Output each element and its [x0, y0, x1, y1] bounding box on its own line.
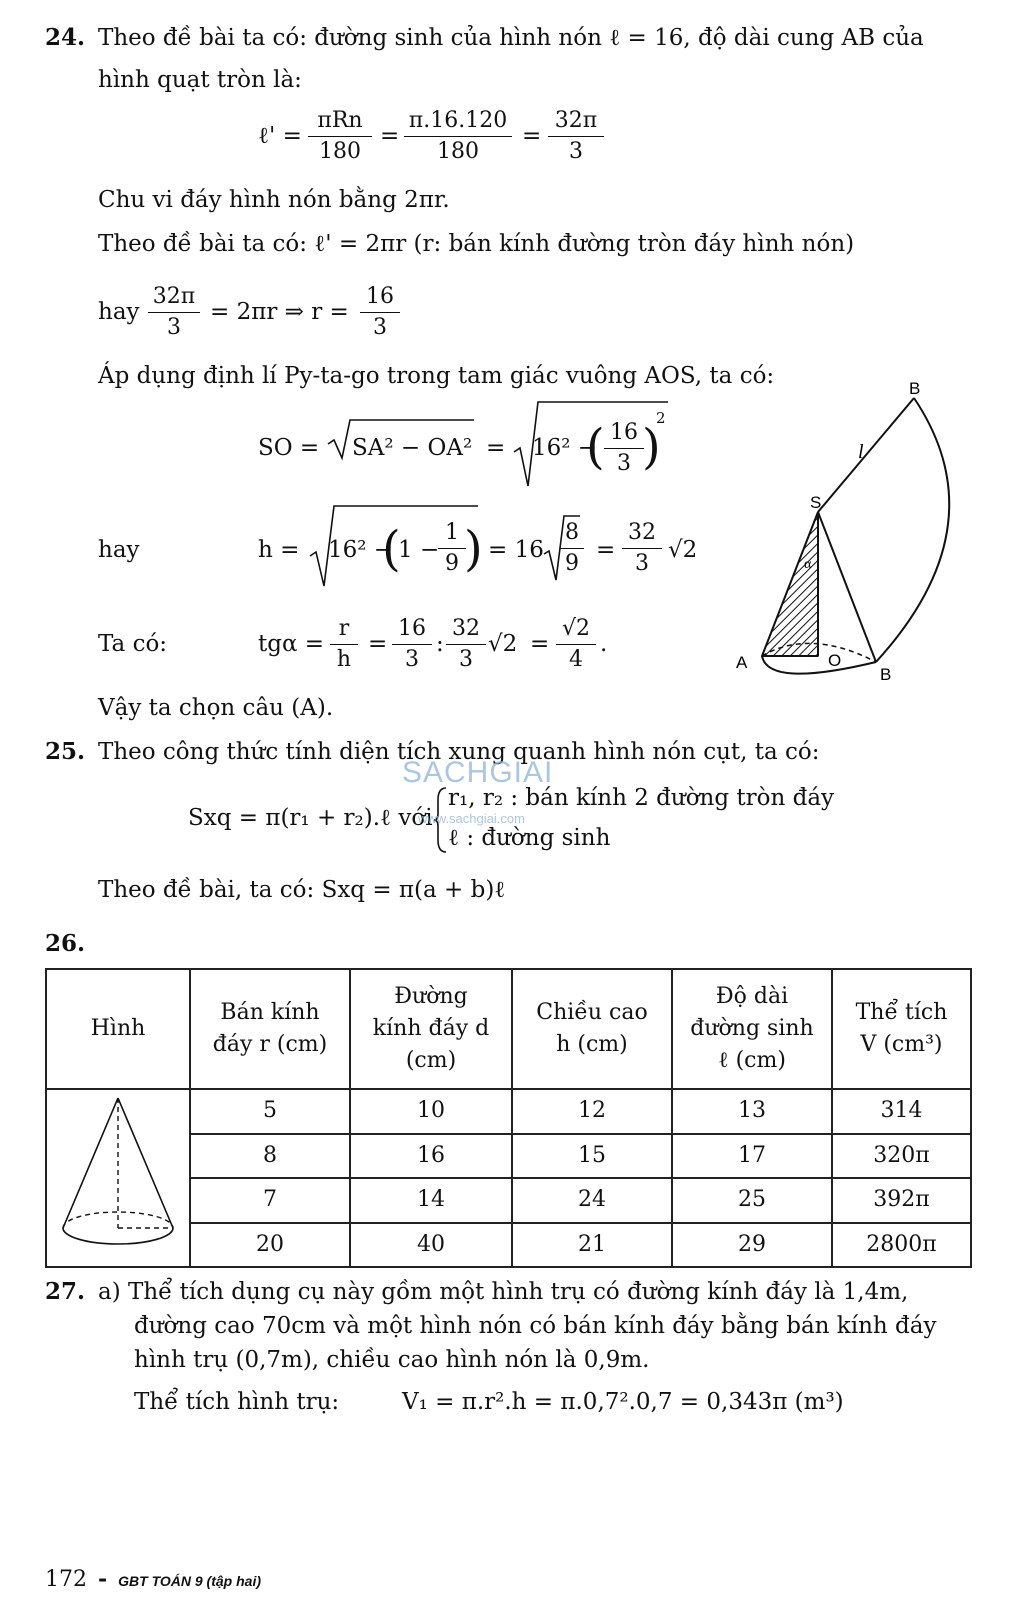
h-frac3-den: 3 [635, 551, 649, 576]
p24-line5: Áp dụng định lí Py-ta-go trong tam giác vuông AOS, ta có: [98, 363, 775, 389]
cone-sector-figure [730, 376, 980, 696]
cell-l-1: 13 [672, 1089, 832, 1134]
problem-number-26: 26. [45, 930, 86, 957]
h-frac3-num: 32 [622, 520, 662, 549]
h-frac1-num: 1 [438, 520, 466, 549]
label-S: S [810, 493, 822, 512]
p27-line4-formula: V₁ = π.r².h = π.0,7².0,7 = 0,343π (m³) [402, 1389, 844, 1415]
tg-frac4 [556, 616, 596, 673]
tg-frac1 [330, 616, 358, 673]
tg-frac3-num: 32 [446, 616, 486, 645]
header-height: Chiều cao h (cm) [512, 969, 672, 1089]
cell-l-3: 25 [672, 1178, 832, 1223]
tg-frac2-num: 16 [392, 616, 432, 645]
eq1-frac3-den: 3 [569, 139, 583, 164]
so-frac-num: 16 [604, 420, 644, 449]
label-B: B [880, 665, 892, 684]
cell-r-4: 20 [190, 1223, 350, 1268]
eq2-middle: = 2πr ⇒ r = [210, 299, 349, 325]
p25-line2: Theo đề bài, ta có: Sxq = π(a + b)ℓ [98, 877, 506, 903]
page-footer [45, 1566, 261, 1592]
cell-h-3: 24 [512, 1178, 672, 1223]
p27-line2: đường cao 70cm và một hình nón có bán kính đáy bằng bán kính đáy [134, 1313, 937, 1339]
h-rparen: ) [464, 521, 483, 577]
eq1-lhs: ℓ' = [258, 123, 302, 149]
cell-v-3: 392π [832, 1178, 971, 1223]
cell-v-4: 2800π [832, 1223, 971, 1268]
h-radicand: 16² − [328, 537, 394, 563]
so-equals: = [486, 435, 506, 461]
tg-frac1-num: r [330, 616, 358, 645]
header-slant: Độ dài đường sinh ℓ (cm) [672, 969, 832, 1089]
p25-line1: Theo công thức tính diện tích xung quanh hình nón cụt, ta có: [98, 739, 820, 765]
tg-colon: : [436, 631, 444, 657]
cell-h-2: 15 [512, 1134, 672, 1179]
h-paren-inner: 1 − [398, 537, 440, 563]
h-frac2-num: 8 [560, 520, 584, 549]
p27-line3: hình trụ (0,7m), chiều cao hình nón là 0,9m. [134, 1347, 650, 1373]
tg-frac4-den: 4 [569, 647, 583, 672]
cell-h-1: 12 [512, 1089, 672, 1134]
so-radicand1: SA² − OA² [352, 435, 473, 461]
cell-d-2: 16 [350, 1134, 512, 1179]
so-lhs: SO = [258, 435, 320, 461]
cell-d-3: 14 [350, 1178, 512, 1223]
so-lparen: ( [586, 419, 605, 475]
page-number: 172 [45, 1567, 87, 1592]
eq2-frac1-den: 3 [167, 315, 181, 340]
table-row [46, 1089, 971, 1134]
cell-v-2: 320π [832, 1134, 971, 1179]
p25-case1: r₁, r₂ : bán kính 2 đường tròn đáy [448, 785, 835, 811]
eq1-frac1-den: 180 [319, 139, 361, 164]
problem-number-25: 25. [45, 738, 86, 765]
eq1-frac3-num: 32π [548, 108, 604, 137]
h-lhs: h = [258, 537, 300, 563]
p24-line3: Chu vi đáy hình nón bằng 2πr. [98, 187, 450, 213]
tg-frac3 [446, 616, 486, 673]
label-alpha: α [804, 557, 812, 572]
header-radius: Bán kính đáy r (cm) [190, 969, 350, 1089]
cell-v-1: 314 [832, 1089, 971, 1134]
h-frac2 [560, 520, 584, 577]
p27-line4-label: Thể tích hình trụ: [134, 1389, 340, 1415]
eq2-frac1 [148, 284, 200, 341]
cell-l-2: 17 [672, 1134, 832, 1179]
h-frac1-den: 9 [445, 551, 459, 576]
cell-r-3: 7 [190, 1178, 350, 1223]
h-frac1 [438, 520, 466, 577]
eq1-frac2 [404, 108, 512, 165]
footer-dash: - [98, 1566, 108, 1592]
label-B-top: B [909, 379, 921, 398]
cone-image-cell [46, 1089, 190, 1267]
label-l: l [858, 441, 864, 463]
tg-frac3-den: 3 [459, 647, 473, 672]
cell-d-4: 40 [350, 1223, 512, 1268]
so-rparen: ) [642, 419, 661, 475]
cell-h-4: 21 [512, 1223, 672, 1268]
so-frac [604, 420, 644, 477]
so-exponent: 2 [656, 409, 666, 427]
cell-r-2: 8 [190, 1134, 350, 1179]
table-header-row [46, 969, 971, 1089]
tg-sqrt2: √2 [488, 631, 518, 657]
tg-lhs: tgα = [258, 631, 325, 657]
p25-case2: ℓ : đường sinh [448, 825, 611, 851]
watermark-url: www.sachgiai.com [418, 811, 525, 826]
p24-conclusion: Vậy ta chọn câu (A). [98, 695, 334, 721]
cell-l-4: 29 [672, 1223, 832, 1268]
tg-equals1: = [368, 631, 388, 657]
header-diameter: Đường kính đáy d (cm) [350, 969, 512, 1089]
cell-d-1: 10 [350, 1089, 512, 1134]
p27-line1: a) Thể tích dụng cụ này gồm một hình trụ có đường kính đáy là 1,4m, [98, 1279, 909, 1305]
eq1-frac2-den: 180 [437, 139, 479, 164]
eq1-frac1-num: πRn [308, 108, 372, 137]
p24-line2: hình quạt tròn là: [98, 67, 302, 93]
tg-frac2-den: 3 [405, 647, 419, 672]
h-lparen: ( [382, 521, 401, 577]
label-O: O [828, 651, 842, 670]
eq2-frac1-num: 32π [148, 284, 200, 313]
eq2-frac2 [360, 284, 400, 341]
cell-r-1: 5 [190, 1089, 350, 1134]
header-volume: Thể tích V (cm³) [832, 969, 971, 1089]
p24-line4: Theo đề bài ta có: ℓ' = 2πr (r: bán kính đường tròn đáy hình nón) [98, 231, 855, 257]
h-frac2-den: 9 [565, 551, 579, 576]
problem-number-27: 27. [45, 1278, 86, 1305]
book-title: GBT TOÁN 9 (tập hai) [118, 1573, 261, 1589]
eq1-frac1 [308, 108, 372, 165]
eq1-equals1: = [380, 123, 400, 149]
problem-number-24: 24. [45, 24, 86, 51]
h-middle: = 16 [488, 537, 544, 563]
cone-table [45, 968, 972, 1268]
tg-frac2 [392, 616, 432, 673]
header-hinh: Hình [46, 969, 190, 1089]
so-radicand2: 16² − [532, 435, 598, 461]
h-hay: hay [98, 537, 140, 563]
h-equals: = [596, 537, 616, 563]
tg-equals2: = [530, 631, 550, 657]
tg-frac1-den: h [336, 647, 352, 672]
eq2-hay: hay [98, 299, 140, 325]
tg-frac4-num: √2 [556, 616, 596, 645]
h-frac3 [622, 520, 662, 577]
cone-icon [53, 1090, 183, 1256]
watermark-logo: SACHGIAI [402, 756, 554, 789]
p24-line1: Theo đề bài ta có: đường sinh của hình nón ℓ = 16, độ dài cung AB của [98, 25, 924, 51]
eq2-frac2-num: 16 [360, 284, 400, 313]
h-sqrt2: √2 [668, 537, 698, 563]
eq2-frac2-den: 3 [373, 315, 387, 340]
so-frac-den: 3 [617, 451, 631, 476]
tg-taco: Ta có: [98, 631, 168, 657]
eq1-frac2-num: π.16.120 [404, 108, 512, 137]
eq1-frac3 [548, 108, 604, 165]
p25-formula: Sxq = π(r₁ + r₂).ℓ với [188, 805, 433, 831]
label-A: A [736, 653, 748, 672]
eq1-equals2: = [522, 123, 542, 149]
tg-period: . [600, 631, 608, 657]
